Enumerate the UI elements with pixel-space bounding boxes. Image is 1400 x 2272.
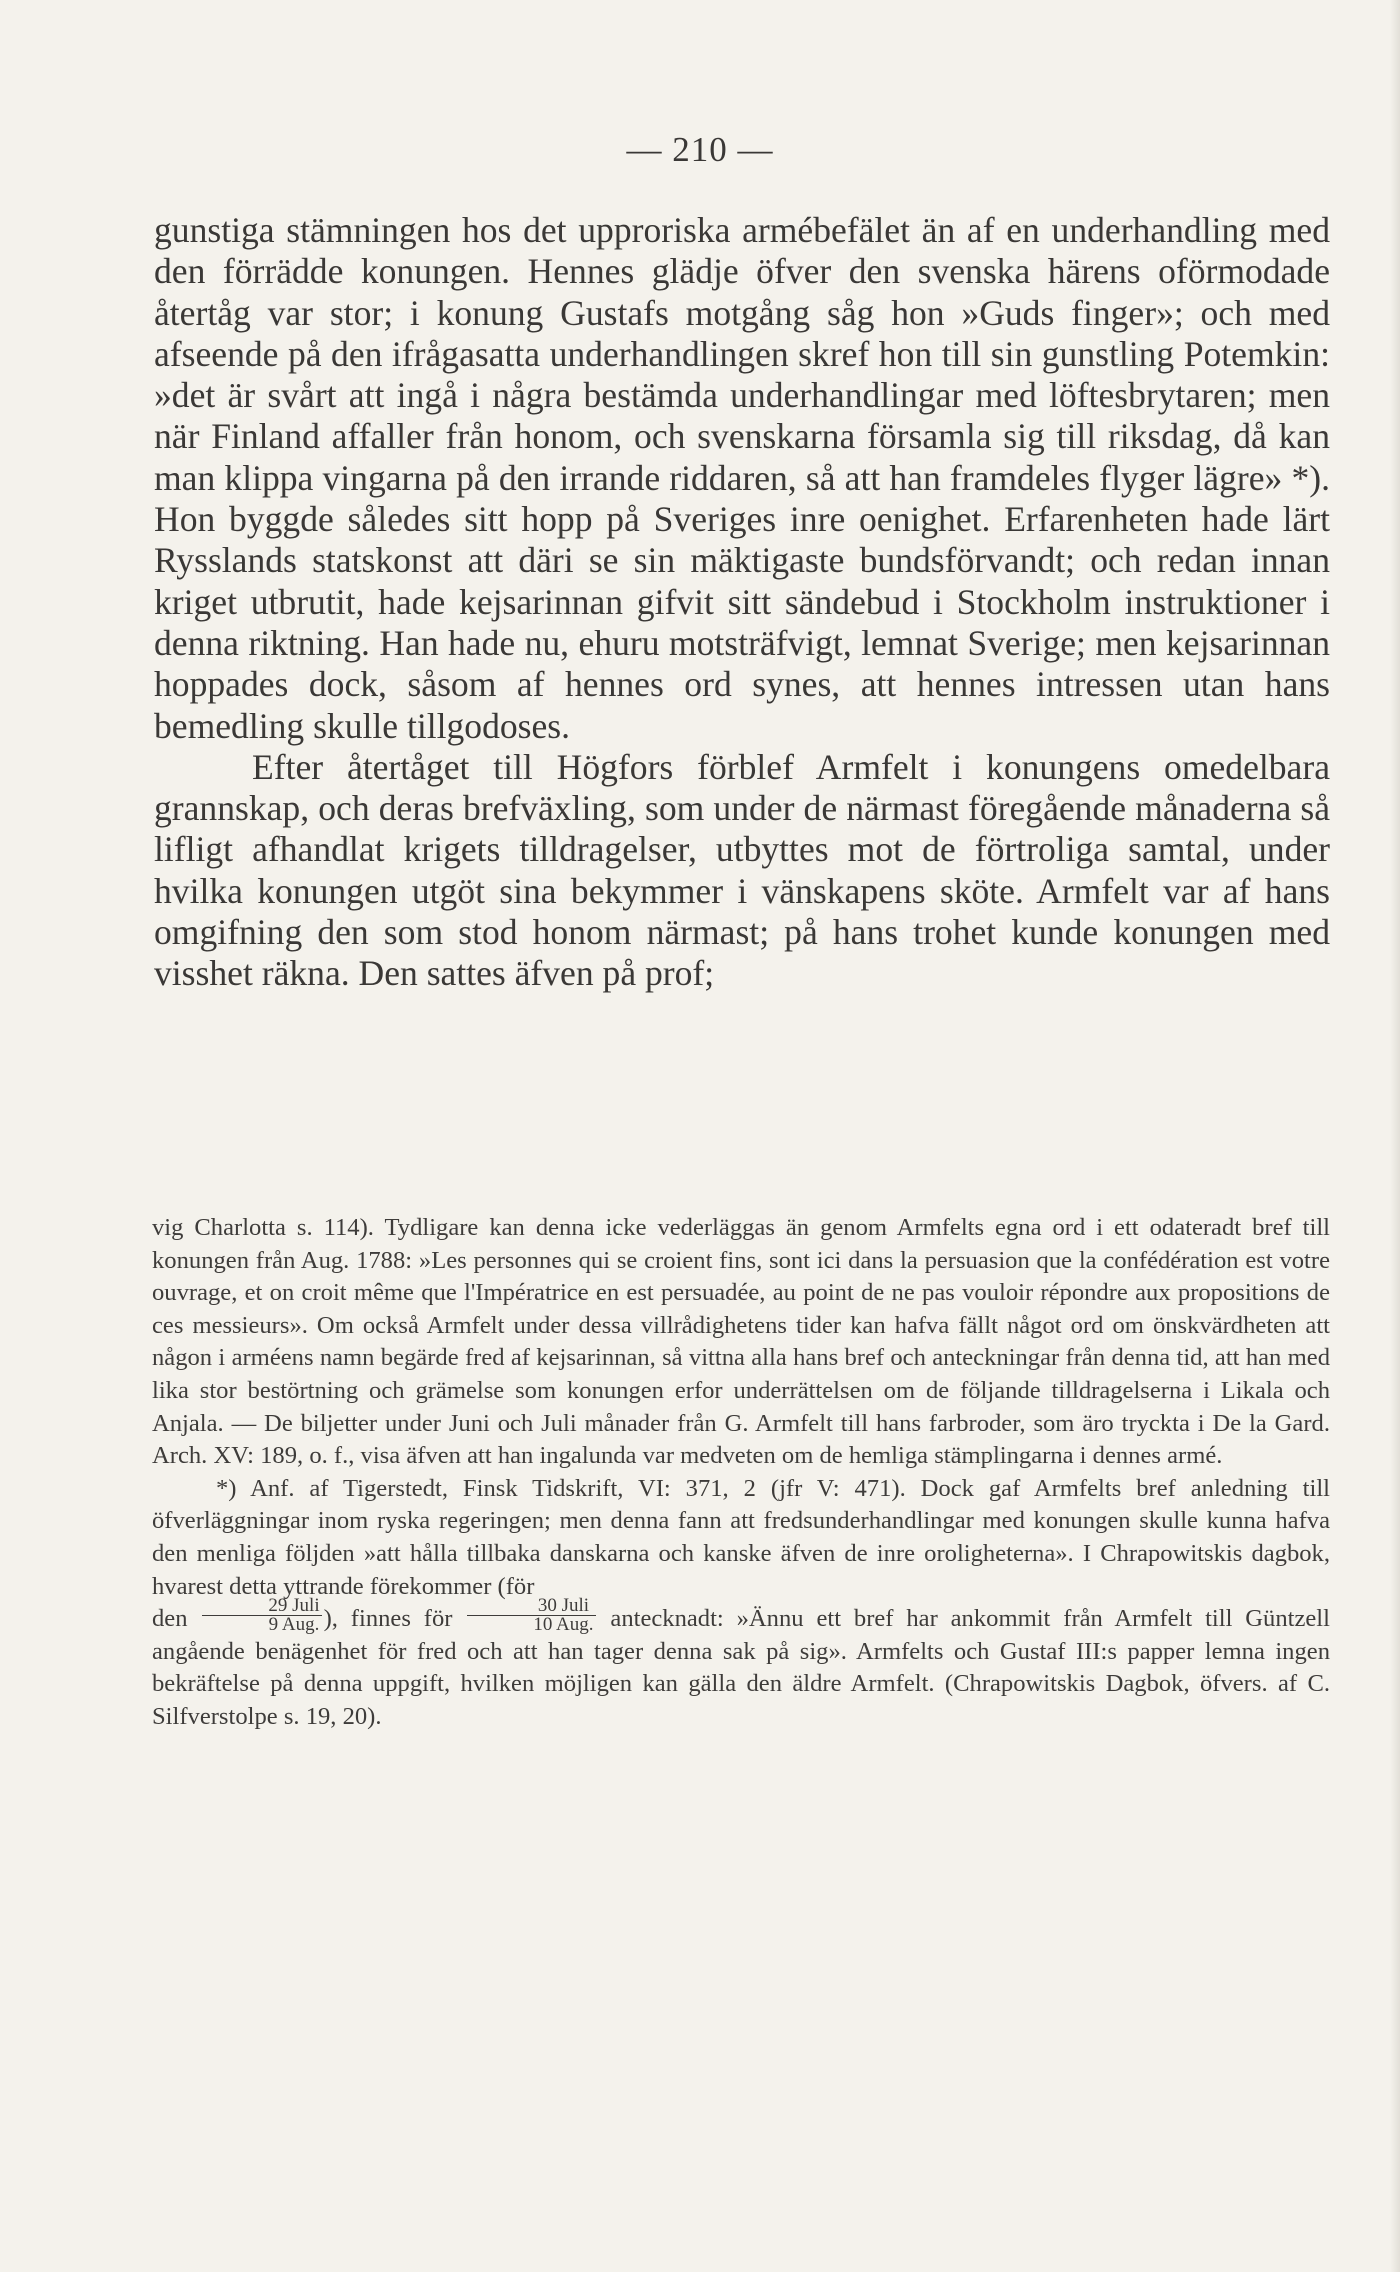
footnote-fraction-middle: ), finnes för <box>323 1605 453 1633</box>
footnotes <box>152 1212 1330 1734</box>
footnote-asterisk <box>152 1473 1330 1734</box>
date-fraction-2 <box>467 1594 595 1635</box>
footnote-asterisk-text: *) Anf. af Tigerstedt, Finsk Tidskrift, VI: 371, 2 (jfr V: 471). Dock gaf Armfelts bref anledning till öfverläggningar inom ryska regeringen; men denna fann att fredsunderhandlingar med konungen skulle kunna hafva den menliga följden »att hålla tillbaka danskarna och kanske äfven de inre oroligheterna». I Chrapowitskis dagbok, hvarest detta yttrande förekommer (för <box>152 1474 1330 1600</box>
main-paragraph-1: gunstiga stämningen hos det upproriska armébefälet än af en underhandling med den förrädde konungen. Hennes glädje öfver den svenska härens oförmodade återtåg var stor; i konung Gustafs motgång såg hon »Guds finger»; och med afseende på den ifrågasatta underhandlingen skref hon till sin gunstling Potemkin: »det är svårt att ingå i några bestämda underhandlingar med löftesbrytaren; men när Finland affaller från honom, och svenskarna församla sig till riksdag, då kan man klippa vingarna på den irrande riddaren, så att han framdeles flyger lägre» *). Hon byggde således sitt hopp på Sveriges inre oenighet. Erfarenheten hade lärt Rysslands statskonst att däri se sin mäktigaste bundsförvandt; och redan innan kriget utbrutit, hade kejsarinnan gifvit sitt sändebud i Stockholm instruktioner i denna riktning. Han hade nu, ehuru motsträfvigt, lemnat Sverige; men kejsarinnan hoppades dock, såsom af hennes ord synes, att hennes intressen utan hans bemedling skulle tillgodoses. <box>154 210 1330 746</box>
main-text <box>154 210 1330 995</box>
footnote-asterisk-end: antecknadt: »Ännu ett bref har ankommit från Armfelt till Güntzell angående benägenhet för fred och att han tager denna sak på sig». Armfelts och Gustaf III:s papper lemna ingen bekräftelse på denna uppgift, hvilken möjligen kan gälla den äldre Armfelt. (Chrapowitskis Dagbok, öfvers. af C. Silfverstolpe s. 19, 20). <box>152 1605 1330 1730</box>
fraction-2-numerator: 30 Juli <box>467 1597 595 1616</box>
fraction-1-denominator: 9 Aug. <box>268 1613 320 1635</box>
fraction-2-denominator: 10 Aug. <box>533 1613 594 1635</box>
footnote-continued: vig Charlotta s. 114). Tydligare kan denna icke vederläggas än genom Armfelts egna ord i ett odateradt bref till konungen från Aug. 1788: »Les personnes qui se croient fins, sont ici dans la persuasion que la confédération est votre ouvrage, et on croit même que l'Impératrice en est persuadée, au point de ne pas vouloir répondre aux propositions de ces messieurs». Om också Armfelt under dessa villrådighetens tider kan hafva fällt något ord om önskvärdheten att någon i arméens namn begärde fred af kejsarinnan, så vittna alla hans bref och anteckningar från denna tid, att han med lika stor bestörtning och grämelse som konungen erfor underrättelsen om de följande tilldragelserna i Likala och Anjala. — De biljetter under Juni och Juli månader från G. Armfelt till hans farbroder, som äro tryckta i De la Gard. Arch. XV: 189, o. f., visa äfven att han ingalunda var medveten om de hemliga stämplingarna i dennes armé. <box>152 1214 1330 1470</box>
page-number: — 210 — <box>626 130 774 169</box>
page-edge-shadow <box>1390 0 1400 2272</box>
main-paragraph-2: Efter återtåget till Högfors förblef Armfelt i konungens omedelbara grannskap, och deras brefväxling, som under de närmast föregående månaderna så lifligt afhandlat krigets tilldragelser, utbyttes mot de förtroliga samtal, under hvilka konungen utgöt sina bekymmer i vänskapens sköte. Armfelt var af hans omgifning den som stod honom närmast; på hans trohet kunde konungen med visshet räkna. Den sattes äfven på prof; <box>154 746 1330 994</box>
fraction-1-numerator: 29 Juli <box>202 1597 321 1616</box>
footnote-den: den <box>152 1605 188 1633</box>
date-fraction-1 <box>202 1594 321 1635</box>
